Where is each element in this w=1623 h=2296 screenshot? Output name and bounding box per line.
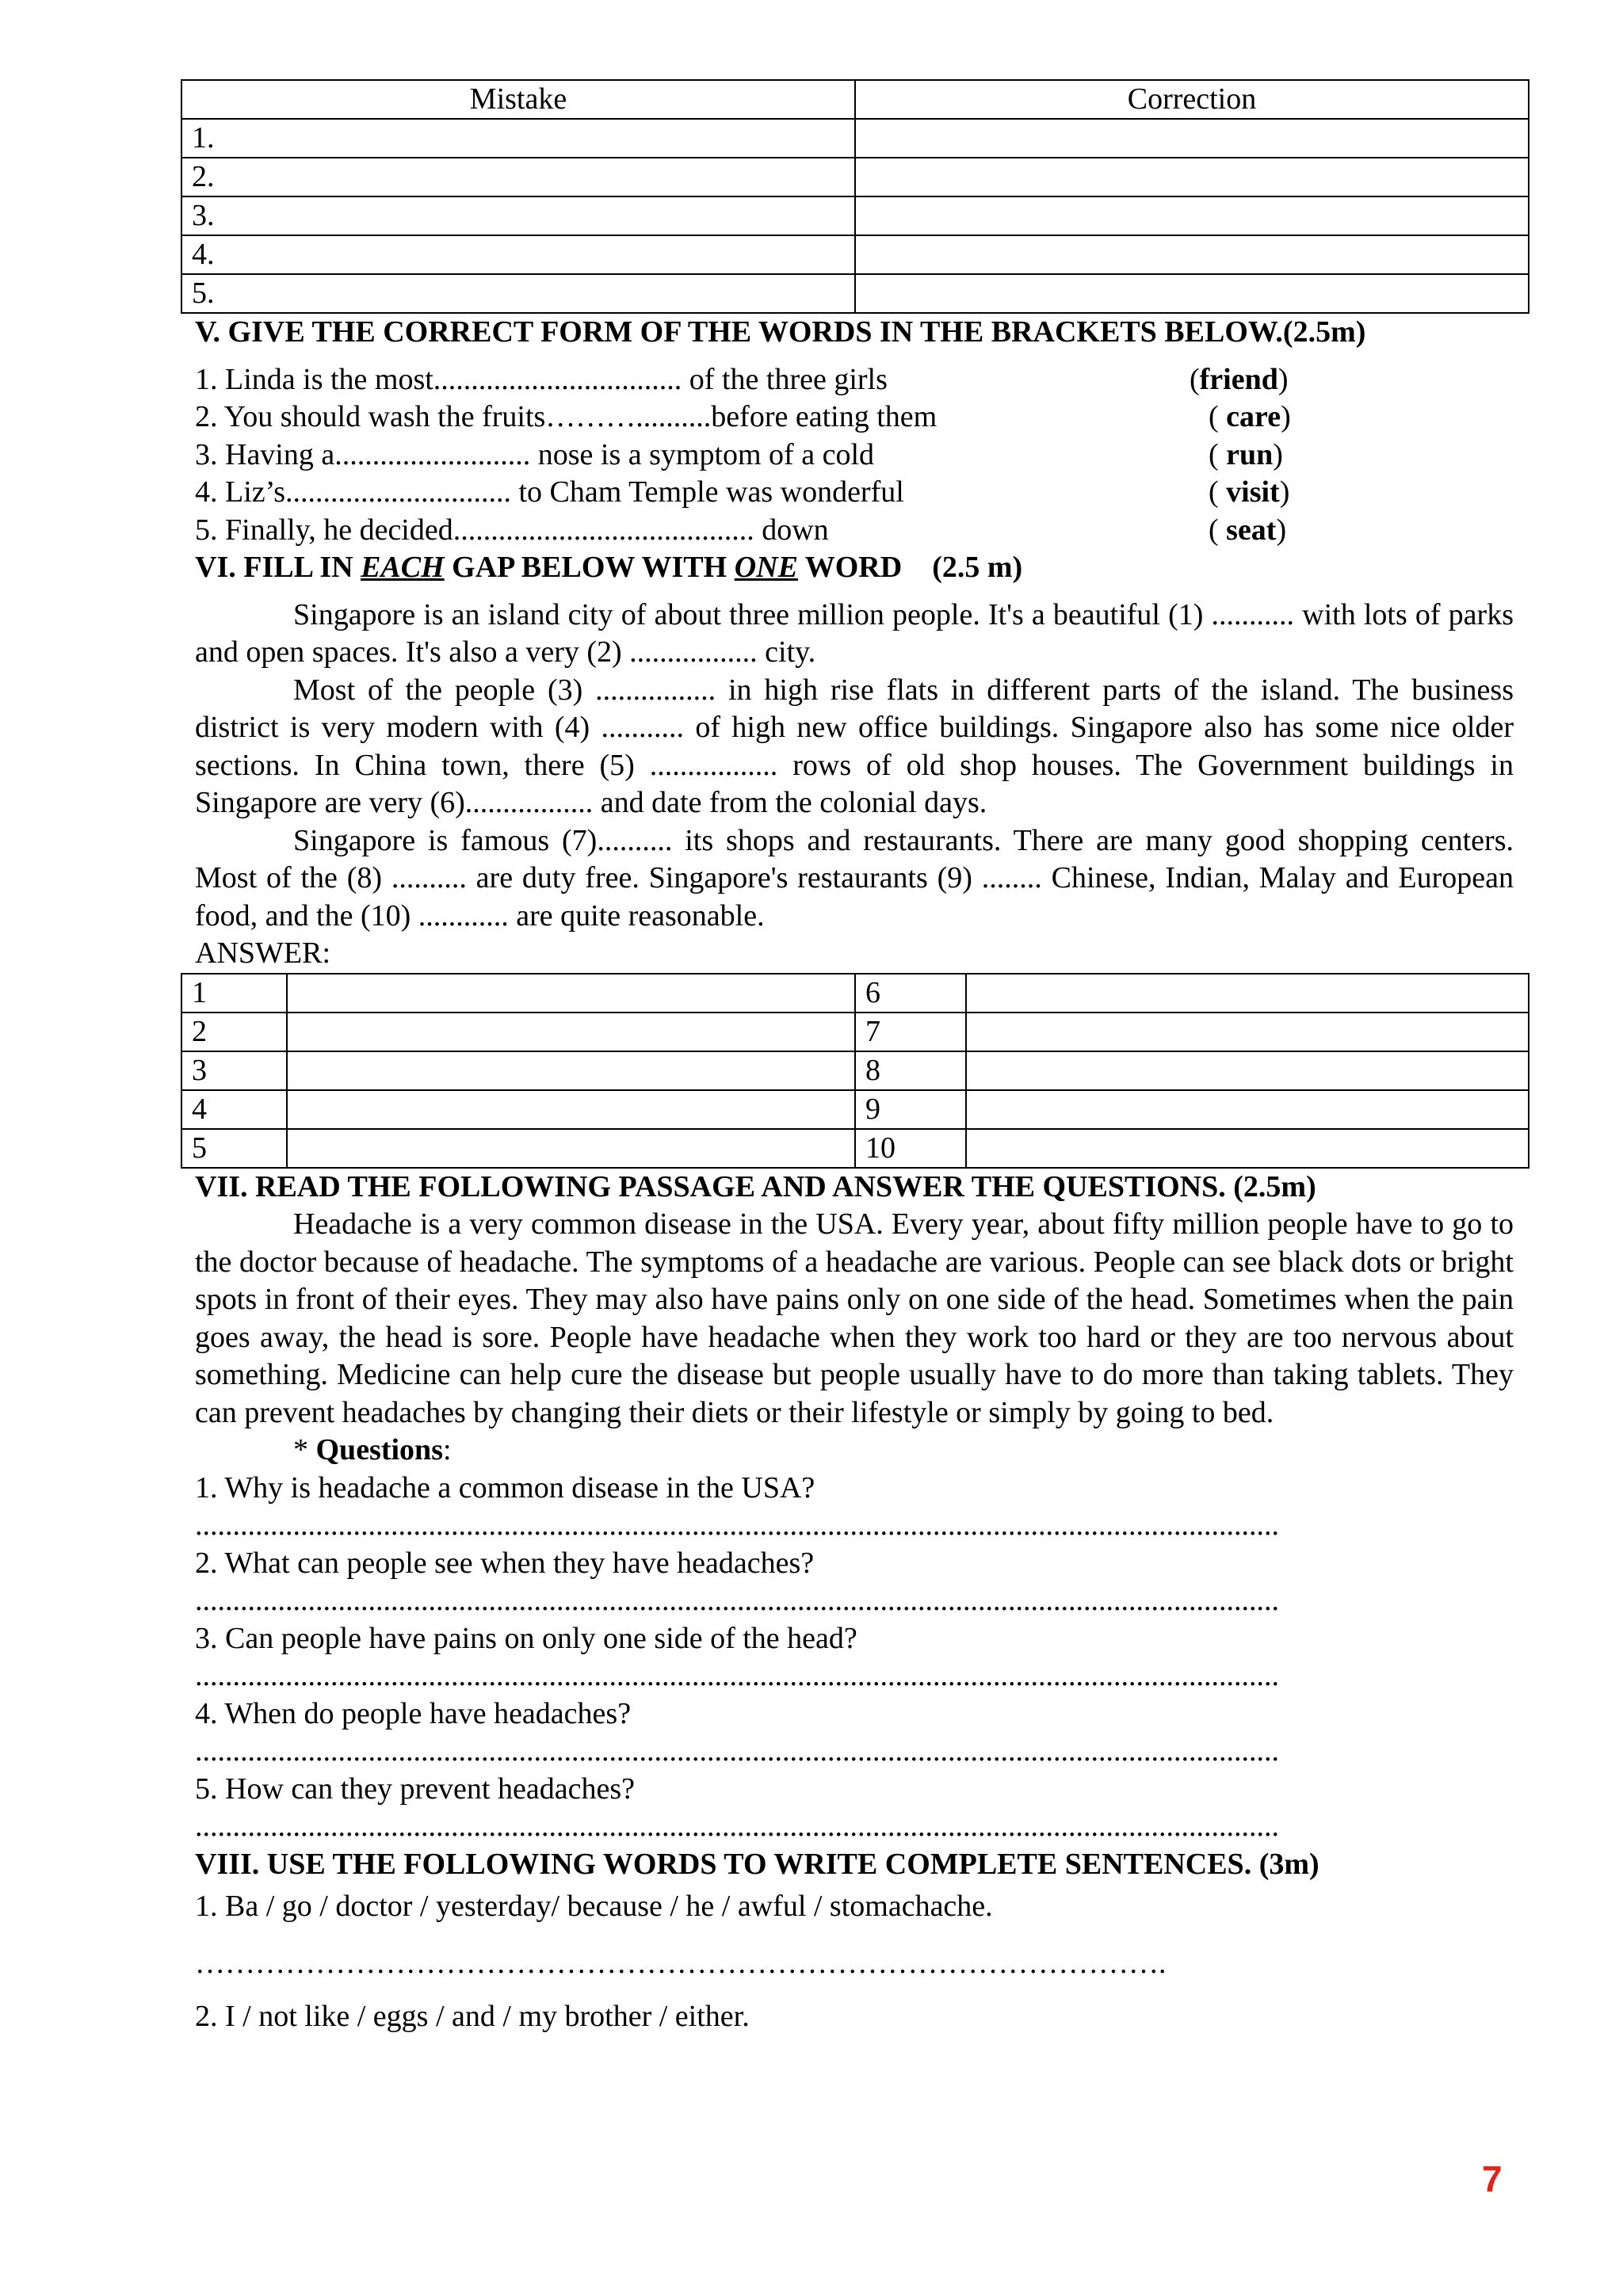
gap-number: 5: [181, 1129, 287, 1168]
answer-line[interactable]: ................................................................................................................................................: [195, 1584, 1279, 1617]
answer-cell[interactable]: [287, 1090, 855, 1129]
table-row: [181, 974, 1529, 1013]
answer-line[interactable]: ................................................................................................................................................: [195, 1810, 1279, 1843]
gap-number: 6: [855, 974, 966, 1013]
hint-word: seat: [1226, 513, 1277, 547]
headache-passage: [195, 1206, 1514, 1432]
item-text: 3. Having a.......................... nose is a symptom of a cold: [195, 437, 875, 471]
gap-number: 10: [855, 1129, 966, 1168]
table-row: [181, 235, 1529, 274]
sentence-prompt: 1. Ba / go / doctor / yesterday/ because / he / awful / stomachache.: [195, 1890, 993, 1923]
gap-number: 3: [181, 1051, 287, 1090]
question: 1. Why is headache a common disease in the USA?: [195, 1470, 815, 1505]
answer-cell[interactable]: [966, 1090, 1529, 1129]
correction-cell[interactable]: [855, 196, 1529, 235]
word-hint: ( seat): [1209, 513, 1287, 547]
row-number: 5.: [181, 274, 855, 313]
section-heading: V. GIVE THE CORRECT FORM OF THE WORDS IN THE BRACKETS BELOW.(2.5m): [195, 315, 1366, 349]
answer-table: [181, 973, 1529, 1169]
gap-number: 2: [181, 1013, 287, 1051]
word-hint: ( run): [1209, 437, 1283, 471]
section-heading: VI. FILL IN EACH GAP BELOW WITH ONE WORD (2.5 m): [195, 551, 1023, 584]
question: 3. Can people have pains on only one side of the head?: [195, 1621, 857, 1655]
table-row: [181, 274, 1529, 313]
gap-number: 7: [855, 1013, 966, 1051]
row-number: 4.: [181, 235, 855, 274]
answer-cell[interactable]: [287, 1013, 855, 1051]
gap-number: 9: [855, 1090, 966, 1129]
hint-word: visit: [1226, 475, 1280, 509]
word-hint: (friend): [1190, 362, 1289, 396]
heading-emphasis-one: ONE: [734, 551, 798, 584]
answer-label: ANSWER:: [195, 936, 330, 970]
word-form-item: [195, 512, 1514, 550]
table-header-row: [181, 80, 1529, 119]
heading-emphasis-each: EACH: [361, 551, 445, 584]
answer-line[interactable]: ................................................................................................................................................: [195, 1508, 1279, 1542]
section-word-form: [181, 314, 1528, 549]
item-text: 1. Linda is the most................................. of the three girls: [195, 362, 888, 396]
answer-cell[interactable]: [966, 1051, 1529, 1090]
passage-paragraph: Most of the people (3) ................ in high rise flats in different parts of the island. The business district is very modern with (4) ........... of high new office buildings. Singapore also has some nice older sections. In China town, there (5) ................. rows of old shop houses. The Government buildings in Singapore are very (6)................. and date from the colonial days.: [195, 673, 1514, 819]
hint-word: friend: [1199, 362, 1278, 396]
section-fill-gap: [181, 549, 1528, 973]
gap-number: 1: [181, 974, 287, 1013]
answer-cell[interactable]: [287, 1129, 855, 1168]
section-sentence-building: [181, 1846, 1528, 2036]
gap-number: 8: [855, 1051, 966, 1090]
row-number: 1.: [181, 119, 855, 158]
word-form-item: [195, 361, 1514, 399]
mistake-correction-table: [181, 79, 1529, 314]
answer-cell[interactable]: [287, 1051, 855, 1090]
section-heading: VIII. USE THE FOLLOWING WORDS TO WRITE COMPLETE SENTENCES. (3m): [195, 1847, 1319, 1881]
table-row: [181, 1090, 1529, 1129]
answer-line[interactable]: …………………………………………………………………………………….: [195, 1946, 1167, 1980]
word-form-item: [195, 474, 1514, 512]
table-row: [181, 1013, 1529, 1051]
item-text: 4. Liz’s.............................. to Cham Temple was wonderful: [195, 475, 904, 509]
question: 4. When do people have headaches?: [195, 1696, 632, 1730]
hint-word: run: [1226, 437, 1274, 471]
correction-cell[interactable]: [855, 274, 1529, 313]
worksheet-page: [181, 79, 1528, 2036]
passage-paragraph: Singapore is an island city of about three million people. It's a beautiful (1) ........... with lots of parks and open spaces. It's also a very (2) ................. city.: [195, 597, 1514, 669]
gap-number: 4: [181, 1090, 287, 1129]
answer-cell[interactable]: [966, 1013, 1529, 1051]
item-text: 5. Finally, he decided........................................ down: [195, 513, 829, 547]
passage-paragraph: Singapore is famous (7).......... its shops and restaurants. There are many good shopping centers. Most of the (8) .......... are duty free. Singapore's restaurants (9) ........ Chinese, Indian, Malay and European food, and the (10) ............ are quite reasonable.: [195, 823, 1514, 933]
question: 2. What can people see when they have headaches?: [195, 1546, 815, 1580]
table-row: [181, 158, 1529, 196]
answer-line[interactable]: ................................................................................................................................................: [195, 1734, 1279, 1768]
word-form-item: [195, 399, 1514, 437]
row-number: 2.: [181, 158, 855, 196]
table-row: [181, 119, 1529, 158]
word-hint: ( care): [1209, 400, 1291, 433]
word-form-item: [195, 437, 1514, 475]
page-number: 7: [1482, 2158, 1503, 2199]
correction-cell[interactable]: [855, 119, 1529, 158]
table-row: [181, 1051, 1529, 1090]
answer-cell[interactable]: [966, 974, 1529, 1013]
answer-cell[interactable]: [966, 1129, 1529, 1168]
table-row: [181, 196, 1529, 235]
table-row: [181, 1129, 1529, 1168]
mistake-header: Mistake: [181, 80, 855, 119]
correction-cell[interactable]: [855, 158, 1529, 196]
answer-cell[interactable]: [287, 974, 855, 1013]
question: 5. How can they prevent headaches?: [195, 1772, 635, 1806]
row-number: 3.: [181, 196, 855, 235]
passage-paragraph: Headache is a very common disease in the USA. Every year, about fifty million people have to go to the doctor because of headache. The symptoms of a headache are various. People can see black dots or bright spots in front of their eyes. They may also have pains only on one side of the head. Sometimes when the pain goes away, the head is sore. People have headache when they work too hard or they are too nervous about something. Medicine can help cure the disease but people usually have to do more than taking tablets. They can prevent headaches by changing their diets or their lifestyle or simply by going to bed.: [195, 1207, 1514, 1429]
item-text: 2. You should wash the fruits………..........before eating them: [195, 400, 938, 433]
sentence-prompt: 2. I / not like / eggs / and / my brother / either.: [195, 2000, 750, 2033]
hint-word: care: [1226, 400, 1281, 433]
section-heading: VII. READ THE FOLLOWING PASSAGE AND ANSWER THE QUESTIONS. (2.5m): [195, 1169, 1316, 1203]
correction-cell[interactable]: [855, 235, 1529, 274]
correction-header: Correction: [855, 80, 1529, 119]
word-hint: ( visit): [1209, 475, 1290, 509]
section-reading: [181, 1169, 1528, 1846]
questions-label: * Questions:: [293, 1433, 452, 1466]
singapore-passage: [195, 597, 1514, 936]
answer-line[interactable]: ................................................................................................................................................: [195, 1659, 1279, 1692]
